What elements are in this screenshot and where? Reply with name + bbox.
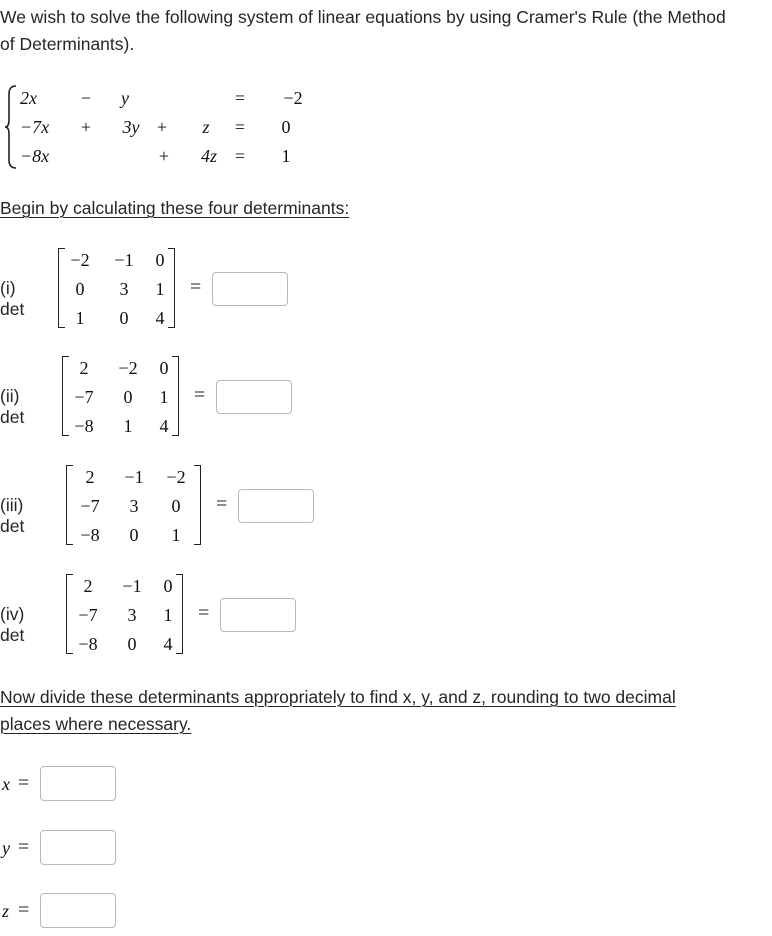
matrix-cell: 1 bbox=[123, 416, 133, 436]
matrix-cell: −7 bbox=[78, 605, 98, 625]
row3-term-z: 4z bbox=[200, 146, 217, 166]
matrix-cell: 4 bbox=[163, 634, 173, 654]
row1-equals: = bbox=[234, 88, 246, 108]
row2-op-1: + bbox=[80, 117, 92, 137]
solution-variable: z bbox=[2, 901, 10, 921]
matrix-cell: 3 bbox=[119, 279, 129, 299]
matrix-cell: 0 bbox=[159, 358, 169, 378]
determinant-label: (i) det bbox=[0, 278, 25, 319]
matrix-cell: −2 bbox=[166, 467, 186, 487]
row2-equals: = bbox=[234, 117, 246, 137]
row2-term-y: 3y bbox=[122, 117, 140, 137]
determinant-answer-input[interactable] bbox=[216, 380, 292, 414]
left-brace bbox=[4, 84, 18, 170]
solution-answer-input[interactable] bbox=[40, 766, 116, 801]
determinant-answer-input[interactable] bbox=[212, 272, 288, 306]
equals-sign: = bbox=[18, 836, 30, 858]
divide-instruction: Now divide these determinants appropriately to find x, y, and z, rounding to two decimal places where necessary. bbox=[0, 687, 676, 734]
row2-op-2: + bbox=[156, 117, 168, 137]
determinant-answer-input[interactable] bbox=[238, 489, 314, 523]
matrix-cell: −8 bbox=[80, 525, 100, 545]
row1-op-1: − bbox=[80, 88, 92, 108]
row1-term-y: y bbox=[121, 88, 129, 108]
matrix-cell: 0 bbox=[123, 387, 133, 407]
row3-op-2: + bbox=[158, 146, 170, 166]
matrix-cell: 1 bbox=[159, 387, 169, 407]
matrix-cell: 3 bbox=[129, 496, 139, 516]
matrix-cell: 0 bbox=[75, 279, 85, 299]
determinant-answer-input[interactable] bbox=[220, 598, 296, 632]
matrix-cell: 4 bbox=[159, 416, 169, 436]
matrix-right-bracket bbox=[194, 465, 201, 545]
matrix-cell: 1 bbox=[155, 279, 165, 299]
equals-sign: = bbox=[194, 384, 206, 406]
matrix-cell: 0 bbox=[155, 250, 165, 270]
matrix-cell: −8 bbox=[74, 416, 94, 436]
row1-rhs: −2 bbox=[283, 88, 303, 108]
matrix-cell: 2 bbox=[85, 467, 95, 487]
equals-sign: = bbox=[190, 276, 202, 298]
matrix-cell: 0 bbox=[171, 496, 181, 516]
determinant-label: (iv) det bbox=[0, 604, 25, 645]
equals-sign: = bbox=[198, 602, 210, 624]
determinant-label: (ii) det bbox=[0, 386, 25, 427]
equation-system bbox=[0, 84, 330, 170]
matrix-cell: −2 bbox=[118, 358, 138, 378]
determinant-label: (iii) det bbox=[0, 495, 25, 536]
matrix-cell: 0 bbox=[119, 308, 129, 328]
matrix-cell: −7 bbox=[74, 387, 94, 407]
row2-term-z: z bbox=[202, 117, 210, 137]
solution-answer-input[interactable] bbox=[40, 830, 116, 865]
row3-rhs: 1 bbox=[281, 146, 291, 166]
matrix-cell: 0 bbox=[163, 576, 173, 596]
row2-term-x: −7x bbox=[20, 117, 50, 137]
matrix-cell: −1 bbox=[124, 467, 144, 487]
matrix-cell: 3 bbox=[127, 605, 137, 625]
matrix-cell: −1 bbox=[122, 576, 142, 596]
begin-instruction: Begin by calculating these four determinants: bbox=[0, 198, 350, 218]
row3-term-x: −8x bbox=[20, 146, 50, 166]
matrix-cell: 2 bbox=[79, 358, 89, 378]
matrix-cell: 4 bbox=[155, 308, 165, 328]
solution-variable: x bbox=[2, 774, 10, 794]
matrix-cell: −2 bbox=[70, 250, 90, 270]
matrix-cell: 0 bbox=[127, 634, 137, 654]
equals-sign: = bbox=[18, 772, 30, 794]
intro-text: We wish to solve the following system of linear equations by using Cramer's Rule (the Method of Determinants). bbox=[0, 7, 726, 54]
matrix-cell: −7 bbox=[80, 496, 100, 516]
equals-sign: = bbox=[216, 493, 228, 515]
matrix-cell: 2 bbox=[83, 576, 93, 596]
matrix-cell: −1 bbox=[114, 250, 134, 270]
matrix-cell: −8 bbox=[78, 634, 98, 654]
solution-variable: y bbox=[2, 838, 10, 858]
matrix-cell: 1 bbox=[75, 308, 85, 328]
matrix-cell: 1 bbox=[163, 605, 173, 625]
equals-sign: = bbox=[18, 899, 30, 921]
row3-equals: = bbox=[234, 146, 246, 166]
matrix-cell: 0 bbox=[129, 525, 139, 545]
row2-rhs: 0 bbox=[281, 117, 291, 137]
solution-answer-input[interactable] bbox=[40, 893, 116, 928]
matrix-cell: 1 bbox=[171, 525, 181, 545]
row1-term-x: 2x bbox=[20, 88, 37, 108]
